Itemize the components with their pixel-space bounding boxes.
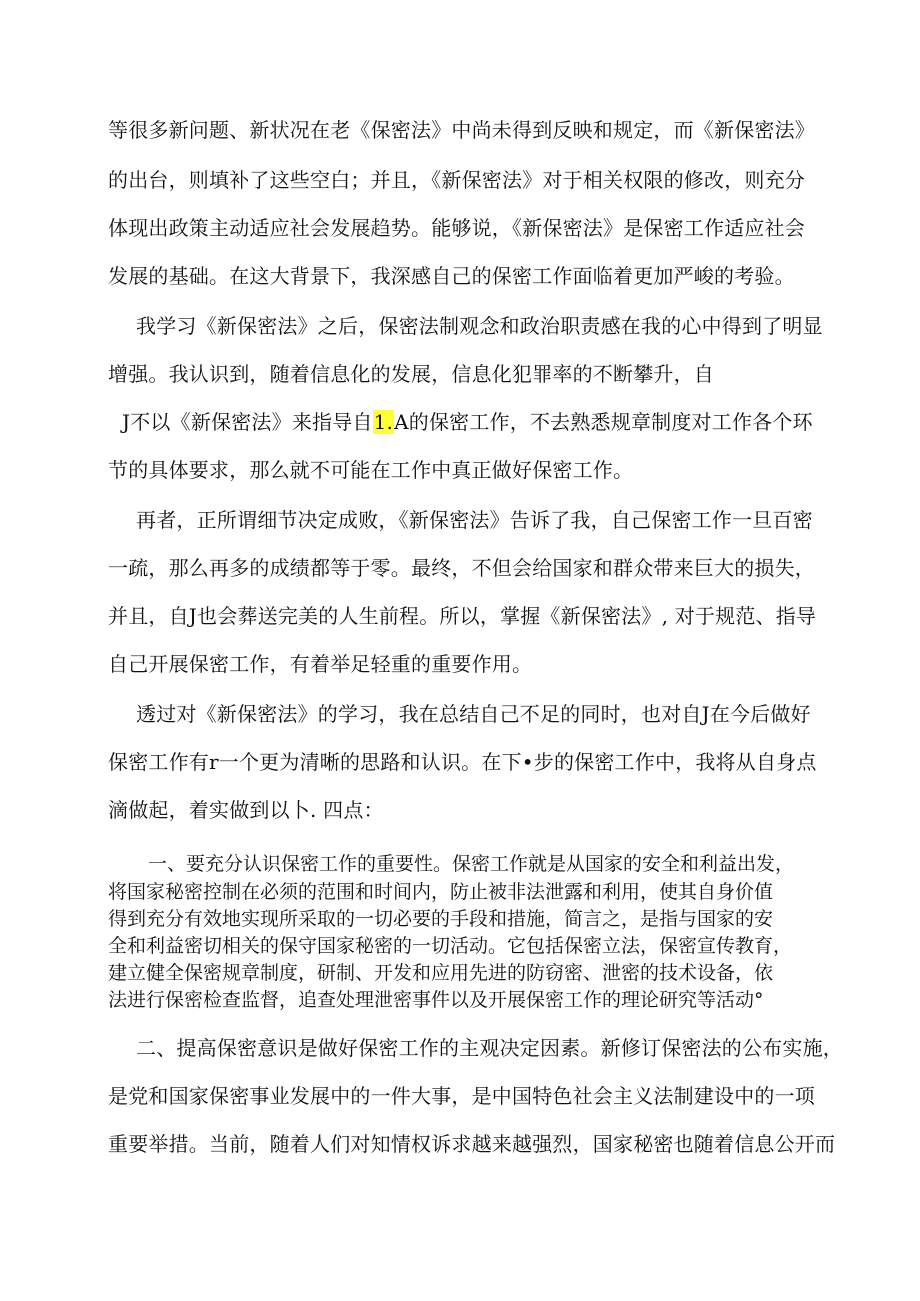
point-line: 建立健全保密规章制度，研制、开发和应用先进的防窃密、泄密的技术设备，依	[108, 962, 774, 984]
paragraph-line: 等很多新问题、新状况在老《保密法》中尚未得到反映和规定，而《新保密法》	[108, 118, 815, 142]
point-line: 得到充分有效地实现所采取的一切必要的手段和措施，简言之，是指与国家的安	[108, 908, 774, 930]
paragraph-line: 的出台，则填补了这些空白；并且，《新保密法》对于相关权限的修改，则充分	[108, 168, 805, 192]
paragraph-line-highlighted	[122, 407, 813, 437]
paragraph-line: 二、提高保密意识是做好保密工作的主观决定因素。新修订保密法的公布实施，	[136, 1036, 843, 1060]
point-line: 全和利益密切相关的保守国家秘密的一切活动。它包括保密立法，保密宣传教育，	[108, 935, 793, 957]
paragraph-line: 发展的基础。在这大背景下，我深感自己的保密工作面临着更加严峻的考验。	[108, 264, 795, 288]
line-text-before: J不以《新保密法》来指导自	[122, 410, 373, 434]
paragraph-line: 重要举措。当前，随着人们对知情权诉求越来越强烈，国家秘密也随着信息公开而	[108, 1132, 836, 1156]
paragraph-line: 我学习《新保密法》之后，保密法制观念和政治职责感在我的心中得到了明显	[136, 314, 823, 338]
paragraph-line: 并且，自J也会葬送完美的人生前程。所以，掌握《新保密法》, 对于规范、指导	[108, 604, 817, 628]
paragraph-line: 保密工作有r一个更为清晰的思路和认识。在下•步的保密工作中，我将从自身点	[108, 750, 817, 774]
highlighted-text: 1.	[373, 410, 394, 434]
point-line: 将国家秘密控制在必须的范围和时间内，防止被非法泄露和利用，使其自身价值	[108, 881, 774, 903]
paragraph-line: 增强。我认识到，随着信息化的发展，信息化犯罪率的不断攀升，自	[108, 362, 714, 386]
paragraph-line: 透过对《新保密法》的学习，我在总结自己不足的同时，也对自J在今后做好	[136, 702, 811, 726]
paragraph-line: 再者，正所谓细节决定成败，《新保密法》告诉了我，自己保密工作一旦百密	[136, 508, 813, 532]
paragraph-line: 滴做起，着实做到以卜. 四点：	[108, 798, 384, 822]
point-line: 法进行保密检查监督，追查处理泄密事件以及开展保密工作的理论研究等活动°	[108, 989, 764, 1011]
paragraph-line: 体现出政策主动适应社会发展趋势。能够说，《新保密法》是保密工作适应社会	[108, 216, 805, 240]
point-line: 一、要充分认识保密工作的重要性。保密工作就是从国家的安全和利益出发，	[148, 853, 795, 875]
paragraph-line: 是党和国家保密事业发展中的一件大事，是中国特色社会主义法制建设中的一项	[108, 1084, 815, 1108]
line-text-after: A的保密工作，不去熟悉规章制度对工作各个环	[394, 410, 813, 434]
paragraph-line: 自己开展保密工作，有着举足轻重的重要作用。	[108, 652, 533, 676]
paragraph-line: 一疏，那么再多的成绩都等于零。最终，不但会给国家和群众带来巨大的损失，	[108, 556, 815, 580]
paragraph-line: 节的具体要求，那么就不可能在工作中真正做好保密工作。	[108, 458, 634, 482]
